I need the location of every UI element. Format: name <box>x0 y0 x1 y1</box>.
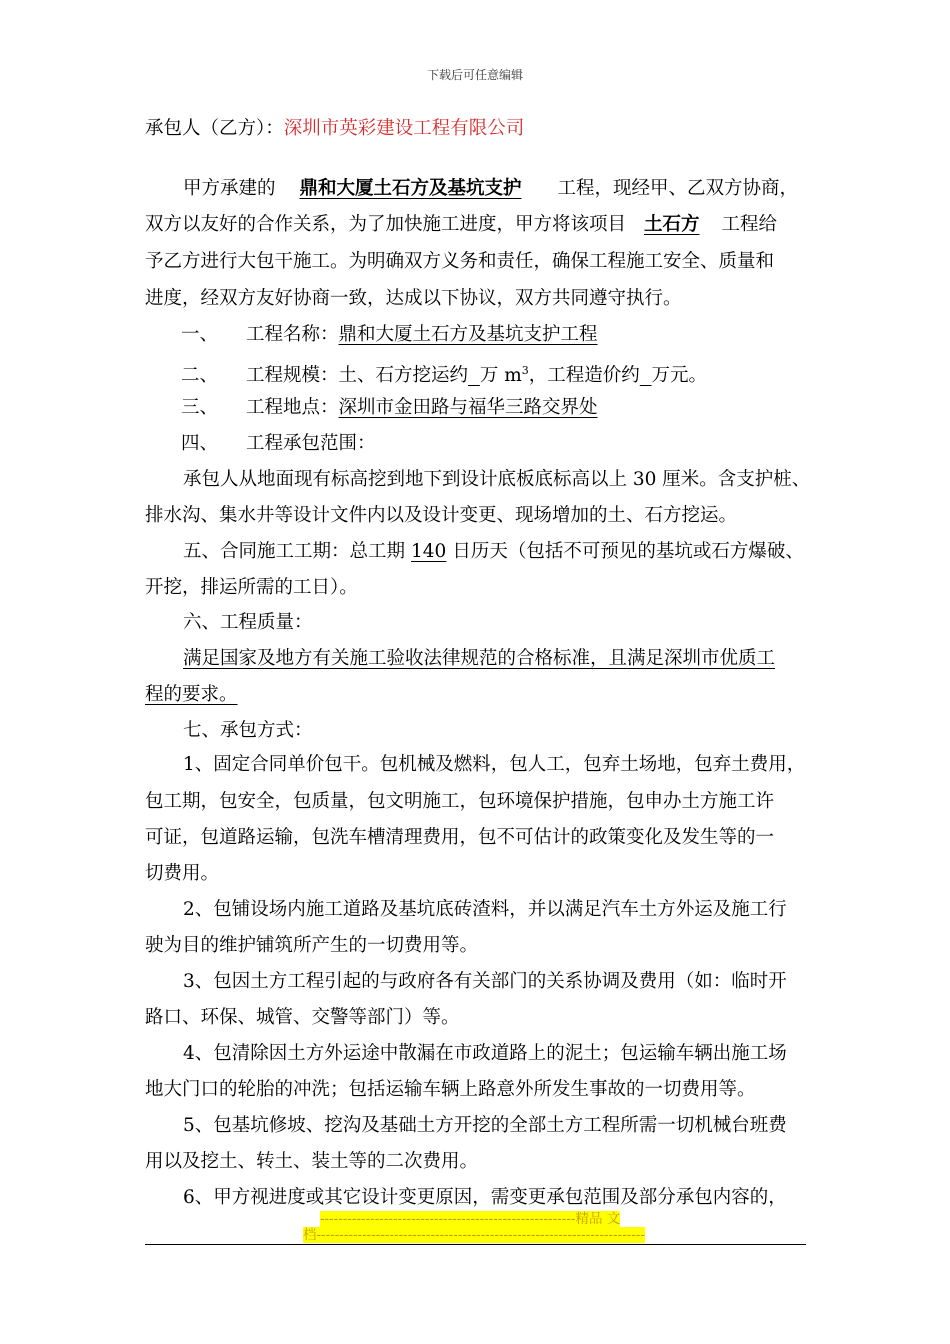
item-number: 二、 <box>181 365 219 387</box>
item-5-line-2: 开挖，排运所需的工日）。 <box>145 577 358 598</box>
clause-3-line-1: 3、包因土方工程引起的与政府各有关部门的关系协调及费用（如：临时开 <box>183 971 787 992</box>
item-6: 六、工程质量： <box>183 612 313 633</box>
intro-text: 工程给 <box>721 214 778 235</box>
item-5 <box>183 539 804 565</box>
duration-days: 140 <box>411 541 447 562</box>
footer-note-line-1: --------------------------------------------------------精品 文 <box>320 1211 621 1227</box>
clause-5-line-1: 5、包基坑修坡、挖沟及基础土方开挖的全部土方工程所需一切机械台班费 <box>183 1115 787 1136</box>
quality-line-1: 满足国家及地方有关施工验收法律规范的合格标准，且满足深圳市优质工 <box>183 648 776 669</box>
intro-text: 甲方承建的 <box>183 178 276 199</box>
item-text: 五、合同施工工期：总工期 <box>183 541 406 562</box>
item-label: 工程名称： <box>246 324 339 345</box>
scope-line-2: 排水沟、集水井等设计文件内以及设计变更、现场增加的土、石方挖运。 <box>145 505 738 526</box>
clause-3-line-2: 路口、环保、城管、交警等部门）等。 <box>145 1007 460 1028</box>
item-text: 万元。 <box>651 365 708 387</box>
clause-6-line-1: 6、甲方视进度或其它设计变更原因，需变更承包范围及部分承包内容的， <box>183 1187 787 1208</box>
scope-item: 土石方 <box>644 214 700 235</box>
project-name: 鼎和大厦土石方及基坑支护 <box>299 178 522 199</box>
clause-2-line-2: 驶为目的维护铺筑所产生的一切费用等。 <box>145 935 479 956</box>
contractor-line <box>145 116 524 142</box>
item-4 <box>181 431 376 457</box>
scope-line-1: 承包人从地面现有标高挖到地下到设计底板底标高以上 30 厘米。含支护桩、 <box>183 469 811 490</box>
intro-line-1 <box>183 176 798 202</box>
intro-text: 双方以友好的合作关系，为了加快施工进度，甲方将该项目 <box>145 214 627 235</box>
blank-field <box>468 365 480 386</box>
item-7: 七、承包方式： <box>183 720 313 741</box>
blank-field <box>640 365 652 386</box>
item-text: 日历天（包括不可预见的基坑或石方爆破、 <box>452 541 804 562</box>
clause-5-line-2: 用以及挖土、转土、装土等的二次费用。 <box>145 1151 479 1172</box>
footer-note-line-2: 档------------------------------------------------------------------------ <box>303 1227 645 1243</box>
clause-4-line-2: 地大门口的轮胎的冲洗；包括运输车辆上路意外所发生事故的一切费用等。 <box>145 1079 756 1100</box>
quality-line-2: 程的要求。 <box>145 684 238 705</box>
item-number: 三、 <box>181 397 219 418</box>
intro-line-3: 予乙方进行大包干施工。为明确双方义务和责任，确保工程施工安全、质量和 <box>145 251 775 272</box>
clause-1-line-3: 可证，包道路运输，包洗车槽清理费用，包不可估计的政策变化及发生等的一 <box>145 827 775 848</box>
clause-1-line-2: 包工期，包安全，包质量，包文明施工，包环境保护措施，包申办土方施工许 <box>145 791 775 812</box>
item-label: 工程规模： <box>246 365 339 387</box>
project-title: 鼎和大厦土石方及基坑支护工程 <box>338 324 598 345</box>
contractor-name: 深圳市英彩建设工程有限公司 <box>283 118 525 139</box>
footer-divider <box>145 1244 806 1245</box>
item-number: 四、 <box>181 433 219 454</box>
clause-4-line-1: 4、包清除因土方外运途中散漏在市政道路上的泥土；包运输车辆出施工场 <box>183 1043 787 1064</box>
header-note: 下载后可任意编辑 <box>426 68 523 82</box>
item-text: 土、石方挖运约 <box>338 365 469 387</box>
project-location: 深圳市金田路与福华三路交界处 <box>338 397 598 418</box>
contractor-label: 承包人（乙方）： <box>145 118 284 139</box>
clause-1-line-4: 切费用。 <box>145 863 220 884</box>
item-number: 一、 <box>181 324 219 345</box>
item-label: 工程地点： <box>246 397 339 418</box>
intro-line-4: 进度，经双方友好协商一致，达成以下协议，双方共同遵守执行。 <box>145 288 682 309</box>
clause-1-line-1: 1、固定合同单价包干。包机械及燃料，包人工，包弃土场地，包弃土费用， <box>183 754 806 775</box>
item-1 <box>181 322 688 348</box>
intro-line-2 <box>145 212 777 238</box>
superscript: 3 <box>521 364 529 377</box>
clause-2-line-1: 2、包铺设场内施工道路及基坑底砖渣料，并以满足汽车土方外运及施工行 <box>183 899 787 920</box>
item-2 <box>181 358 707 389</box>
item-text: ，工程造价约 <box>528 365 640 387</box>
item-3 <box>181 395 688 421</box>
intro-text: 工程，现经甲、乙双方协商， <box>557 178 799 199</box>
item-label: 工程承包范围： <box>246 433 376 454</box>
item-text: 万 m <box>479 365 522 387</box>
